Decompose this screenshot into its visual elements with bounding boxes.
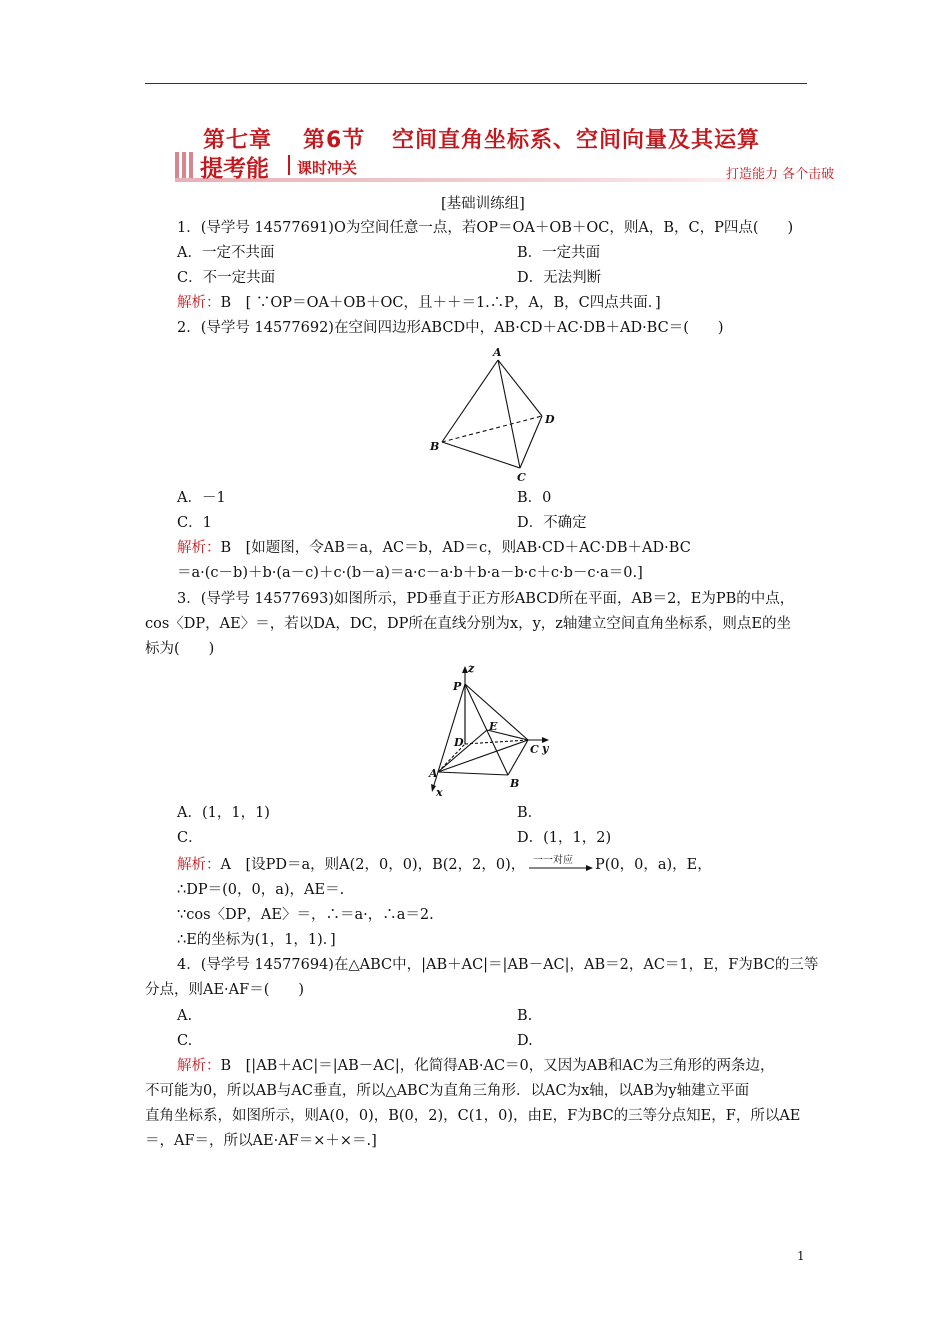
banner-separator <box>288 155 290 175</box>
q4-solution <box>177 1056 774 1076</box>
q2-label-d: D <box>545 413 555 426</box>
chapter-label: 第七章 <box>203 128 273 153</box>
q3-stem-line2: cos〈DP，AE〉＝，若以DA，DC，DP所在直线分别为x，y，z轴建立空间直角坐标系，则点E的坐 <box>145 616 792 632</box>
group-label: [基础训练组] <box>441 196 525 212</box>
q4-solution-line3: 直角坐标系，如图所示，则A(0，0)，B(0，2)，C(1，0)，由E，F为BC的三等分点知E，F，所以AE <box>145 1108 801 1124</box>
q3-label-e: E <box>489 720 498 733</box>
q2-label-b: B <box>430 440 440 453</box>
q3-label-y: y <box>542 742 549 755</box>
q1-option-c: C．不一定共面 <box>177 270 276 286</box>
q3-option-d: D．(1，1，2) <box>517 830 612 846</box>
q2-solution-label: 解析： <box>177 540 221 556</box>
q3-label-a: A <box>429 767 438 780</box>
header-rule <box>145 83 807 84</box>
q1-option-d: D．无法判断 <box>517 270 602 286</box>
right-arrow-icon <box>527 864 595 872</box>
q3-correspondence-arrow <box>527 851 595 875</box>
q4-solution-label: 解析： <box>177 1058 221 1074</box>
q1-option-b: B．一定共面 <box>517 245 601 261</box>
q4-option-b: B. <box>517 1008 533 1024</box>
q3-label-b: B <box>510 777 520 790</box>
q2-label-c: C <box>517 471 526 484</box>
q2-solution-line1: B [如题图，令AB＝a，AC＝b，AD＝c，则AB·CD＋AC·DB＋AD·BC <box>220 540 691 556</box>
q4-solution-line1: B [|AB＋AC|＝|AB－AC|，化简得AB·AC＝0，又因为AB和AC为三角形的两条边， <box>220 1058 775 1074</box>
section-label: 第6节 <box>303 128 366 153</box>
q3-solution-line1a: A [设PD＝a，则A(2，0，0)，B(2，2，0)， <box>220 857 526 873</box>
q2-option-d: D．不确定 <box>517 515 587 531</box>
banner-bars-icon <box>175 152 196 182</box>
q3-label-d: D <box>454 736 464 749</box>
q2-option-c: C．1 <box>177 515 212 531</box>
q1-stem: 1．(导学号 14577691)O为空间任意一点，若OP＝OA＋OB＋OC，则A，B，C，P四点( ) <box>177 220 794 236</box>
q1-solution <box>177 293 661 313</box>
q3-label-z: z <box>468 662 475 675</box>
q4-stem-line2: 分点，则AE·AF＝( ) <box>145 982 305 998</box>
page-title: 空间直角坐标系、空间向量及其运算 <box>392 128 761 153</box>
q3-solution-label: 解析： <box>177 857 221 873</box>
q2-option-a: A．－1 <box>177 490 226 506</box>
q4-option-d: D. <box>517 1033 533 1049</box>
q3-solution-line2: ∴DP＝(0，0，a)，AE＝. <box>177 882 345 898</box>
q3-option-a: A．(1，1，1) <box>177 805 270 821</box>
q3-solution-line3: ∵cos〈DP，AE〉＝，∴＝a·，∴a＝2. <box>177 907 434 923</box>
banner-main-label: 提考能 <box>200 156 269 182</box>
q1-solution-label: 解析： <box>177 295 221 311</box>
q4-stem-line1: 4．(导学号 14577694)在△ABC中，|AB＋AC|＝|AB－AC|，AB＝2，AC＝1，E，F为BC的三等 <box>177 957 819 973</box>
q2-option-b: B．0 <box>517 490 552 506</box>
q3-label-p: P <box>453 680 462 693</box>
q3-solution-line1b: P(0，0，a)，E， <box>595 857 712 873</box>
q3-label-x: x <box>436 786 443 799</box>
q2-stem: 2．(导学号 14577692)在空间四边形ABCD中，AB·CD＋AC·DB＋AD·BC＝( ) <box>177 320 724 336</box>
q2-tetrahedron-figure <box>420 340 570 485</box>
q4-option-c: C. <box>177 1033 193 1049</box>
q2-label-a: A <box>493 346 502 359</box>
q3-pyramid-figure <box>425 660 560 800</box>
q3-stem-line1: 3．(导学号 14577693)如图所示，PD垂直于正方形ABCD所在平面，AB＝2，E为PB的中点， <box>177 591 795 607</box>
q3-label-c: C <box>530 743 539 756</box>
page-number: 1 <box>797 1249 805 1263</box>
q1-option-a: A．一定不共面 <box>177 245 275 261</box>
q3-option-b: B． <box>517 805 543 821</box>
q3-arrow-label: 一一对应 <box>533 855 573 866</box>
q2-solution-line2: ＝a·(c－b)＋b·(a－c)＋c·(b－a)＝a·c－a·b＋b·a－b·c＋c·b－c·a＝0.] <box>177 565 643 581</box>
q2-solution <box>177 538 691 558</box>
q3-option-c: C． <box>177 830 203 846</box>
banner-sub-label: 课时冲关 <box>297 159 358 177</box>
q1-solution-text: B [ ∵OP＝OA＋OB＋OC，且＋＋＝1.∴P，A，B，C四点共面．] <box>220 295 661 311</box>
q4-solution-line2: 不可能为0，所以AB与AC垂直，所以△ABC为直角三角形．以AC为x轴，以AB为y轴建立平面 <box>145 1083 750 1099</box>
q3-solution <box>177 855 525 875</box>
q3-stem-line3: 标为( ) <box>145 641 215 657</box>
q3-solution-line4: ∴E的坐标为(1，1，1)．] <box>177 932 336 948</box>
q4-option-a: A. <box>177 1008 193 1024</box>
q4-solution-line4: ＝，AF＝，所以AE·AF＝×＋×＝.] <box>145 1133 377 1149</box>
banner-slogan: 打造能力 各个击破 <box>726 167 835 182</box>
